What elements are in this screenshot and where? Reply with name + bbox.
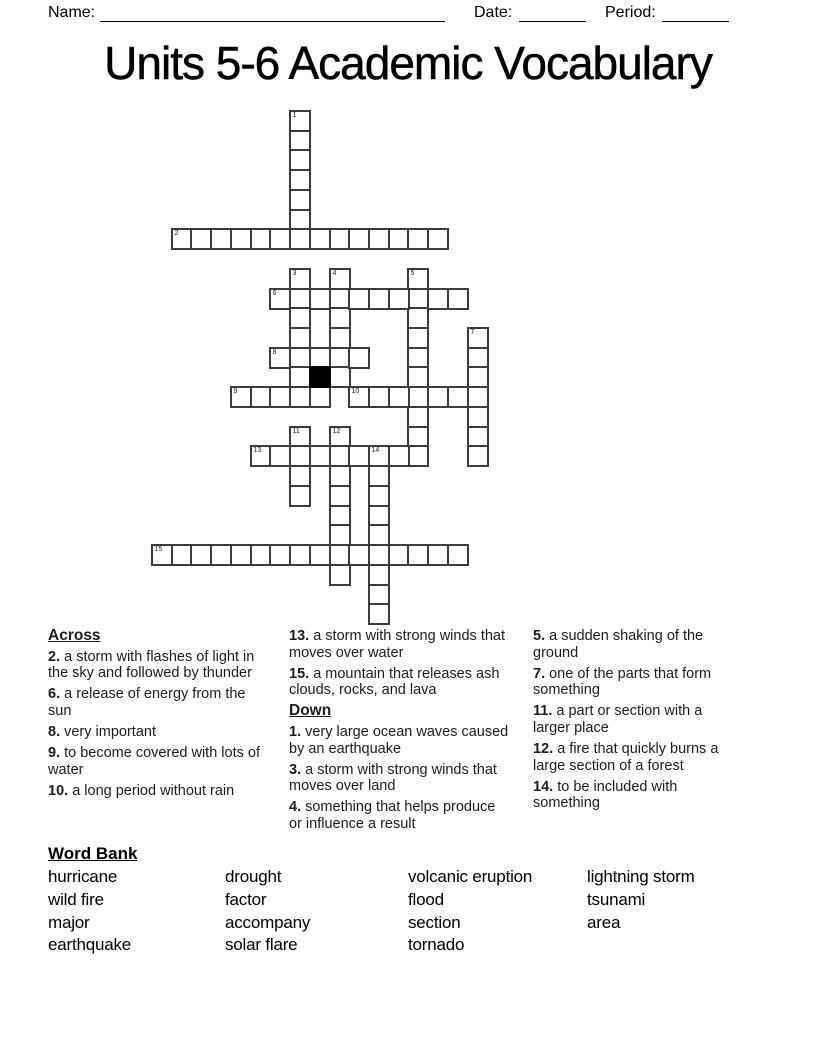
- crossword-cell[interactable]: [368, 445, 390, 467]
- crossword-cell[interactable]: [368, 603, 390, 625]
- word-bank-word: wild fire: [48, 889, 104, 909]
- clue-number: 9.: [48, 745, 61, 762]
- crossword-cell[interactable]: [368, 465, 390, 487]
- blocked-cell: [309, 366, 331, 388]
- cell-number: 15: [154, 546, 163, 553]
- cell-number: 14: [371, 447, 380, 454]
- crossword-cell[interactable]: [329, 485, 351, 507]
- crossword-cell[interactable]: [329, 268, 351, 290]
- crossword-cell[interactable]: [348, 544, 370, 566]
- clue-item: 14. to be included with something: [533, 778, 678, 812]
- cell-number: 13: [253, 447, 262, 454]
- crossword-cell[interactable]: [368, 524, 390, 546]
- crossword-cell[interactable]: [269, 445, 291, 467]
- crossword-cell[interactable]: [329, 465, 351, 487]
- crossword-cell[interactable]: [309, 544, 331, 566]
- crossword-cell[interactable]: [447, 288, 469, 310]
- cell-number: 1: [292, 112, 297, 119]
- clue-item: 2. a storm with flashes of light in the sky and followed by thunder: [48, 648, 255, 682]
- period-blank-line: [662, 7, 729, 22]
- crossword-cell[interactable]: [407, 307, 429, 329]
- crossword-cell[interactable]: [190, 544, 212, 566]
- crossword-cell[interactable]: [368, 564, 390, 586]
- clue-number: 8.: [48, 723, 61, 740]
- crossword-cell[interactable]: [230, 386, 252, 408]
- clue-item: 9. to become covered with lots of water: [48, 745, 260, 778]
- crossword-cell[interactable]: [289, 169, 311, 191]
- page-title: Units 5-6 Academic Vocabulary: [104, 37, 712, 89]
- crossword-cell[interactable]: [329, 366, 351, 388]
- cell-number: 8: [272, 349, 277, 356]
- crossword-cell[interactable]: [407, 386, 429, 408]
- crossword-cell[interactable]: [210, 228, 232, 250]
- clue-item: 4. something that helps produce or influence a result: [289, 799, 496, 832]
- word-bank-word: volcanic eruption: [408, 867, 533, 886]
- crossword-cell[interactable]: [467, 386, 489, 408]
- word-bank-word: accompany: [225, 912, 311, 932]
- crossword-cell[interactable]: [388, 386, 410, 408]
- crossword-cell[interactable]: [289, 307, 311, 329]
- word-bank-word: section: [408, 912, 461, 932]
- crossword-cell[interactable]: [348, 386, 370, 408]
- cell-number: 3: [292, 270, 297, 277]
- crossword-cell[interactable]: [467, 406, 489, 428]
- cell-number: 10: [351, 388, 360, 395]
- clue-item: 1. very large ocean waves caused by an earthquake: [289, 723, 509, 757]
- crossword-cell[interactable]: [368, 386, 390, 408]
- crossword-cell[interactable]: [269, 288, 291, 310]
- crossword-cell[interactable]: [289, 386, 311, 408]
- clue-section-heading: Down: [289, 702, 332, 720]
- clue-number: 5.: [533, 628, 546, 644]
- clue-column-right: [533, 628, 743, 816]
- clue-item: 10. a long period without rain: [48, 782, 235, 799]
- word-bank-column: [48, 866, 131, 957]
- crossword-cell[interactable]: [289, 544, 311, 566]
- crossword-cell[interactable]: [467, 445, 489, 467]
- cell-number: 12: [332, 428, 341, 435]
- word-bank-column: [408, 866, 532, 957]
- crossword-cell[interactable]: [289, 485, 311, 507]
- crossword-cell[interactable]: [269, 386, 291, 408]
- crossword-cell[interactable]: [289, 110, 311, 132]
- word-bank-word: factor: [225, 889, 267, 909]
- crossword-cell[interactable]: [230, 228, 252, 250]
- clue-column-left: [48, 628, 260, 804]
- crossword-cell[interactable]: [427, 288, 449, 310]
- cell-number: 4: [332, 270, 337, 277]
- clue-number: 15.: [289, 665, 310, 682]
- clue-item: 12. a fire that quickly burns a large section of a forest: [533, 741, 719, 774]
- word-bank-word: hurricane: [48, 867, 118, 886]
- clue-number: 1.: [289, 723, 302, 740]
- crossword-cell[interactable]: [368, 288, 390, 310]
- crossword-cell[interactable]: [407, 544, 429, 566]
- clue-number: 14.: [533, 778, 554, 795]
- crossword-cell[interactable]: [329, 307, 351, 329]
- crossword-cell[interactable]: [407, 228, 429, 250]
- word-bank-word: earthquake: [48, 935, 132, 955]
- crossword-cell[interactable]: [289, 149, 311, 171]
- clue-item: 13. a storm with strong winds that moves over water: [289, 628, 505, 661]
- crossword-cell[interactable]: [269, 347, 291, 369]
- crossword-cell[interactable]: [348, 347, 370, 369]
- crossword-cell[interactable]: [309, 288, 331, 310]
- crossword-cell[interactable]: [407, 268, 429, 290]
- word-bank-word: area: [587, 912, 621, 932]
- clue-column-middle: [289, 628, 509, 837]
- clue-number: 10.: [48, 782, 69, 799]
- clue-number: 11.: [533, 703, 553, 720]
- crossword-cell[interactable]: [230, 544, 252, 566]
- crossword-cell[interactable]: [467, 366, 489, 388]
- crossword-cell[interactable]: [289, 366, 311, 388]
- name-blank-line: [100, 7, 445, 22]
- crossword-cell[interactable]: [309, 228, 331, 250]
- clue-item: 7. one of the parts that form something: [533, 665, 712, 699]
- crossword-cell[interactable]: [447, 386, 469, 408]
- crossword-cell[interactable]: [427, 228, 449, 250]
- crossword-cell[interactable]: [407, 445, 429, 467]
- clue-item: 6. a release of energy from the sun: [48, 686, 246, 719]
- crossword-cell[interactable]: [447, 544, 469, 566]
- crossword-cell[interactable]: [407, 366, 429, 388]
- clue-item: 11. a part or section with a larger place: [533, 703, 703, 736]
- crossword-cell[interactable]: [348, 288, 370, 310]
- word-bank-heading: Word Bank: [48, 844, 138, 863]
- period-label: Period:: [605, 4, 656, 21]
- crossword-cell[interactable]: [269, 228, 291, 250]
- cell-number: 7: [470, 329, 475, 336]
- crossword-cell[interactable]: [309, 445, 331, 467]
- clue-item: 3. a storm with strong winds that moves over land: [289, 761, 497, 795]
- crossword-cell[interactable]: [388, 288, 410, 310]
- word-bank-word: flood: [408, 889, 444, 909]
- name-label: Name:: [48, 4, 96, 21]
- crossword-cell[interactable]: [467, 327, 489, 349]
- crossword-cell[interactable]: [407, 406, 429, 428]
- crossword-cell[interactable]: [309, 386, 331, 408]
- crossword-cell[interactable]: [368, 485, 390, 507]
- crossword-cell[interactable]: [190, 228, 212, 250]
- crossword-cell[interactable]: [289, 268, 311, 290]
- word-bank-column: [587, 866, 695, 934]
- crossword-cell[interactable]: [289, 445, 311, 467]
- crossword-cell[interactable]: [348, 228, 370, 250]
- cell-number: 11: [292, 428, 300, 435]
- clue-number: 13.: [289, 628, 310, 644]
- date-label: Date:: [474, 4, 513, 21]
- clue-section-heading: Across: [48, 627, 101, 644]
- crossword-cell[interactable]: [368, 544, 390, 566]
- clue-number: 7.: [533, 665, 546, 682]
- crossword-cell[interactable]: [329, 524, 351, 546]
- clue-item: 15. a mountain that releases ash clouds, rocks, and lava: [289, 665, 500, 699]
- cell-number: 2: [174, 230, 179, 237]
- cell-number: 6: [272, 290, 277, 297]
- word-bank-word: lightning storm: [587, 867, 695, 886]
- clue-number: 2.: [48, 648, 61, 665]
- crossword-cell[interactable]: [348, 445, 370, 467]
- crossword-cell[interactable]: [388, 445, 410, 467]
- word-bank-word: major: [48, 912, 90, 932]
- word-bank-word: solar flare: [225, 935, 298, 955]
- crossword-cell[interactable]: [427, 386, 449, 408]
- word-bank-word: drought: [225, 867, 282, 886]
- clue-number: 12.: [533, 741, 554, 758]
- crossword-grid: [151, 110, 491, 626]
- crossword-cell[interactable]: [427, 544, 449, 566]
- crossword-cell[interactable]: [289, 327, 311, 349]
- date-blank-line: [519, 7, 586, 22]
- crossword-cell[interactable]: [289, 465, 311, 487]
- cell-number: 9: [233, 388, 238, 395]
- word-bank-word: tornado: [408, 935, 465, 955]
- cell-number: 5: [410, 270, 415, 277]
- crossword-cell[interactable]: [289, 228, 311, 250]
- crossword-cell[interactable]: [269, 544, 291, 566]
- clue-number: 3.: [289, 761, 302, 778]
- crossword-cell[interactable]: [289, 189, 311, 211]
- crossword-cell[interactable]: [151, 544, 173, 566]
- crossword-cell[interactable]: [407, 327, 429, 349]
- crossword-cell[interactable]: [329, 327, 351, 349]
- crossword-cell[interactable]: [210, 544, 232, 566]
- word-bank-column: [225, 866, 310, 957]
- clue-item: 8. very important: [48, 723, 156, 740]
- clue-number: 6.: [48, 686, 61, 703]
- clue-number: 4.: [289, 799, 302, 816]
- word-bank-word: tsunami: [587, 889, 646, 909]
- crossword-cell[interactable]: [368, 228, 390, 250]
- crossword-cell[interactable]: [329, 564, 351, 586]
- clue-item: 5. a sudden shaking of the ground: [533, 628, 704, 661]
